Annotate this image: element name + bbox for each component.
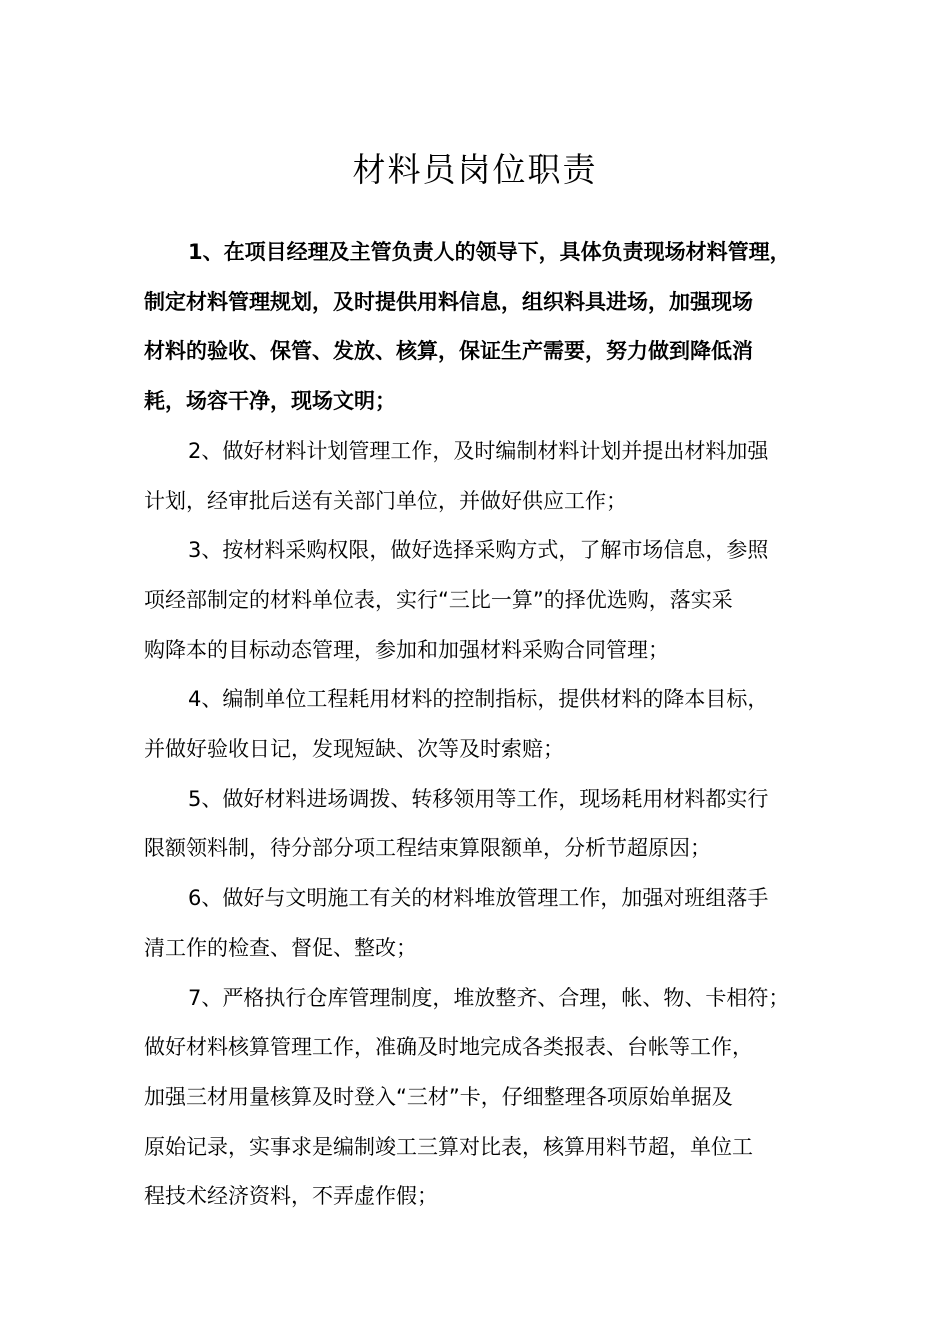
paragraph-6	[144, 874, 834, 973]
paragraph-line: 3、按材料采购权限，做好选择采购方式，了解市场信息，参照	[188, 538, 769, 563]
paragraph-line: 清工作的检查、督促、整改；	[144, 935, 417, 960]
paragraph-4	[144, 675, 834, 774]
paragraph-line: 7、严格执行仓库管理制度，堆放整齐、合理，帐、物、卡相符；	[188, 985, 790, 1010]
paragraph-line: 原始记录，实事求是编制竣工三算对比表，核算用料节超，单位工	[144, 1134, 753, 1159]
paragraph-5	[144, 775, 834, 874]
paragraph-line: 2、做好材料计划管理工作，及时编制材料计划并提出材料加强	[188, 438, 769, 463]
paragraph-line: 计划，经审批后送有关部门单位，并做好供应工作；	[144, 488, 627, 513]
paragraph-line: 1、在项目经理及主管负责人的领导下，具体负责现场材料管理，	[188, 240, 791, 264]
paragraph-line: 做好材料核算管理工作，准确及时地完成各类报表、台帐等工作，	[144, 1035, 753, 1060]
paragraph-line: 材料的验收、保管、发放、核算，保证生产需要，努力做到降低消	[144, 339, 753, 364]
paragraph-1	[144, 228, 834, 427]
paragraph-line: 4、编制单位工程耗用材料的控制指标，提供材料的降本目标，	[188, 687, 769, 712]
paragraph-line: 制定材料管理规划，及时提供用料信息，组织料具进场，加强现场	[144, 289, 753, 314]
paragraph-line: 耗，场容干净，现场文明；	[144, 389, 396, 414]
document-title: 材料员岗位职责	[352, 150, 598, 190]
paragraph-line: 购降本的目标动态管理，参加和加强材料采购合同管理；	[144, 637, 669, 662]
paragraph-line: 6、做好与文明施工有关的材料堆放管理工作，加强对班组落手	[188, 886, 769, 911]
paragraph-line: 限额领料制，待分部分项工程结束算限额单，分析节超原因；	[144, 836, 711, 861]
paragraph-line: 加强三材用量核算及时登入“三材”卡，仔细整理各项原始单据及	[144, 1084, 733, 1109]
paragraph-3	[144, 526, 834, 675]
paragraph-2	[144, 427, 834, 526]
paragraph-line: 5、做好材料进场调拨、转移领用等工作，现场耗用材料都实行	[188, 786, 769, 811]
paragraph-line: 程技术经济资料，不弄虚作假；	[144, 1184, 438, 1209]
document-body	[144, 228, 834, 1222]
paragraph-line: 项经部制定的材料单位表，实行“三比一算”的择优选购，落实采	[144, 587, 733, 612]
paragraph-7	[144, 974, 834, 1223]
paragraph-line: 并做好验收日记，发现短缺、次等及时索赔；	[144, 737, 564, 762]
